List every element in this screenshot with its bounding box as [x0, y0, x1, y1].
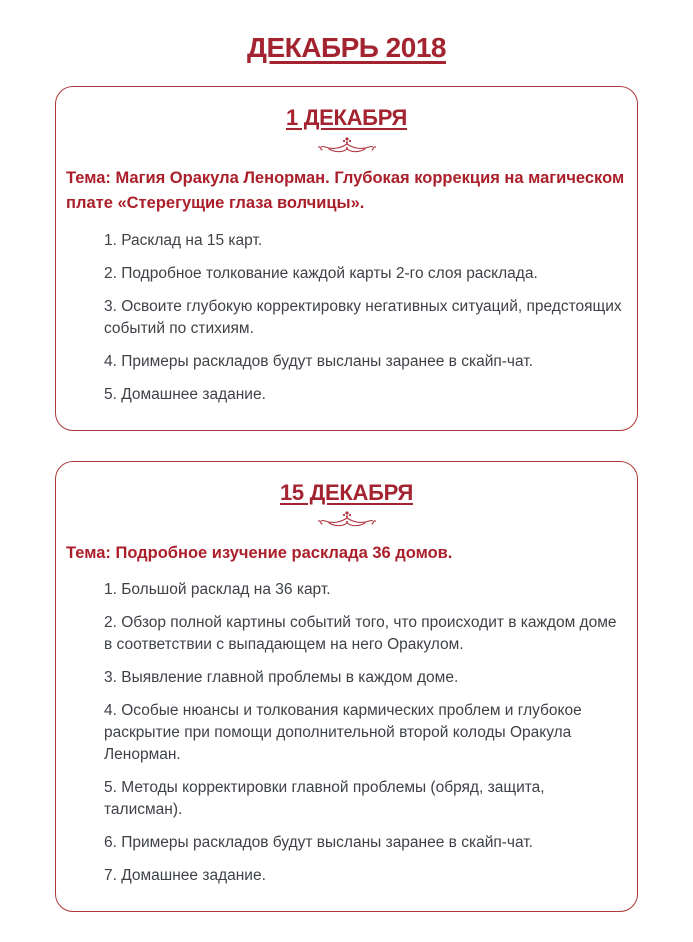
card-date-title: 1 ДЕКАБРЯ — [285, 105, 408, 130]
card-theme: Тема: Магия Оракула Ленорман. Глубокая коррекция на магическом плате «Стерегущие глаза волчицы». — [66, 169, 625, 212]
list-item: 1. Большой расклад на 36 карт. — [104, 581, 331, 599]
floral-flourish-icon — [66, 509, 627, 531]
card-date-title: 15 ДЕКАБРЯ — [280, 479, 413, 505]
schedule-card-december-15 — [55, 461, 638, 913]
list-item: 4. Особые нюансы и толкования кармических проблем и глубокое раскрытие при помощи дополнительной второй колоды Оракула Ленорман. — [104, 702, 582, 764]
floral-flourish-icon — [66, 134, 627, 156]
list-item: 7. Домашнее задание. — [104, 867, 266, 885]
list-item: 6. Примеры раскладов будут высланы заранее в скайп-чат. — [104, 834, 533, 852]
card-item-list — [66, 230, 627, 406]
schedule-card-december-1 — [55, 86, 638, 431]
list-item: 3. Выявление главной проблемы в каждом доме. — [104, 669, 459, 687]
list-item: 2. Обзор полной картины событий того, что происходит в каждом доме в соответствии с выпадающем на него Оракулом. — [104, 614, 617, 654]
list-item: 1. Расклад на 15 карт. — [104, 231, 263, 249]
list-item: 4. Примеры раскладов будут высланы заранее в скайп-чат. — [104, 352, 533, 370]
list-item: 2. Подробное толкование каждой карты 2-го слоя расклада. — [104, 264, 538, 282]
card-item-list — [66, 579, 627, 887]
list-item: 5. Домашнее задание. — [104, 385, 266, 403]
list-item: 5. Методы корректировки главной проблемы (обряд, защита, талисман). — [104, 779, 545, 819]
list-item: 3. Освоите глубокую корректировку негативных ситуаций, предстоящих событий по стихиям. — [104, 297, 622, 337]
page-title: ДЕКАБРЬ 2018 — [247, 32, 446, 63]
card-theme: Тема: Подробное изучение расклада 36 домов. — [66, 543, 453, 562]
